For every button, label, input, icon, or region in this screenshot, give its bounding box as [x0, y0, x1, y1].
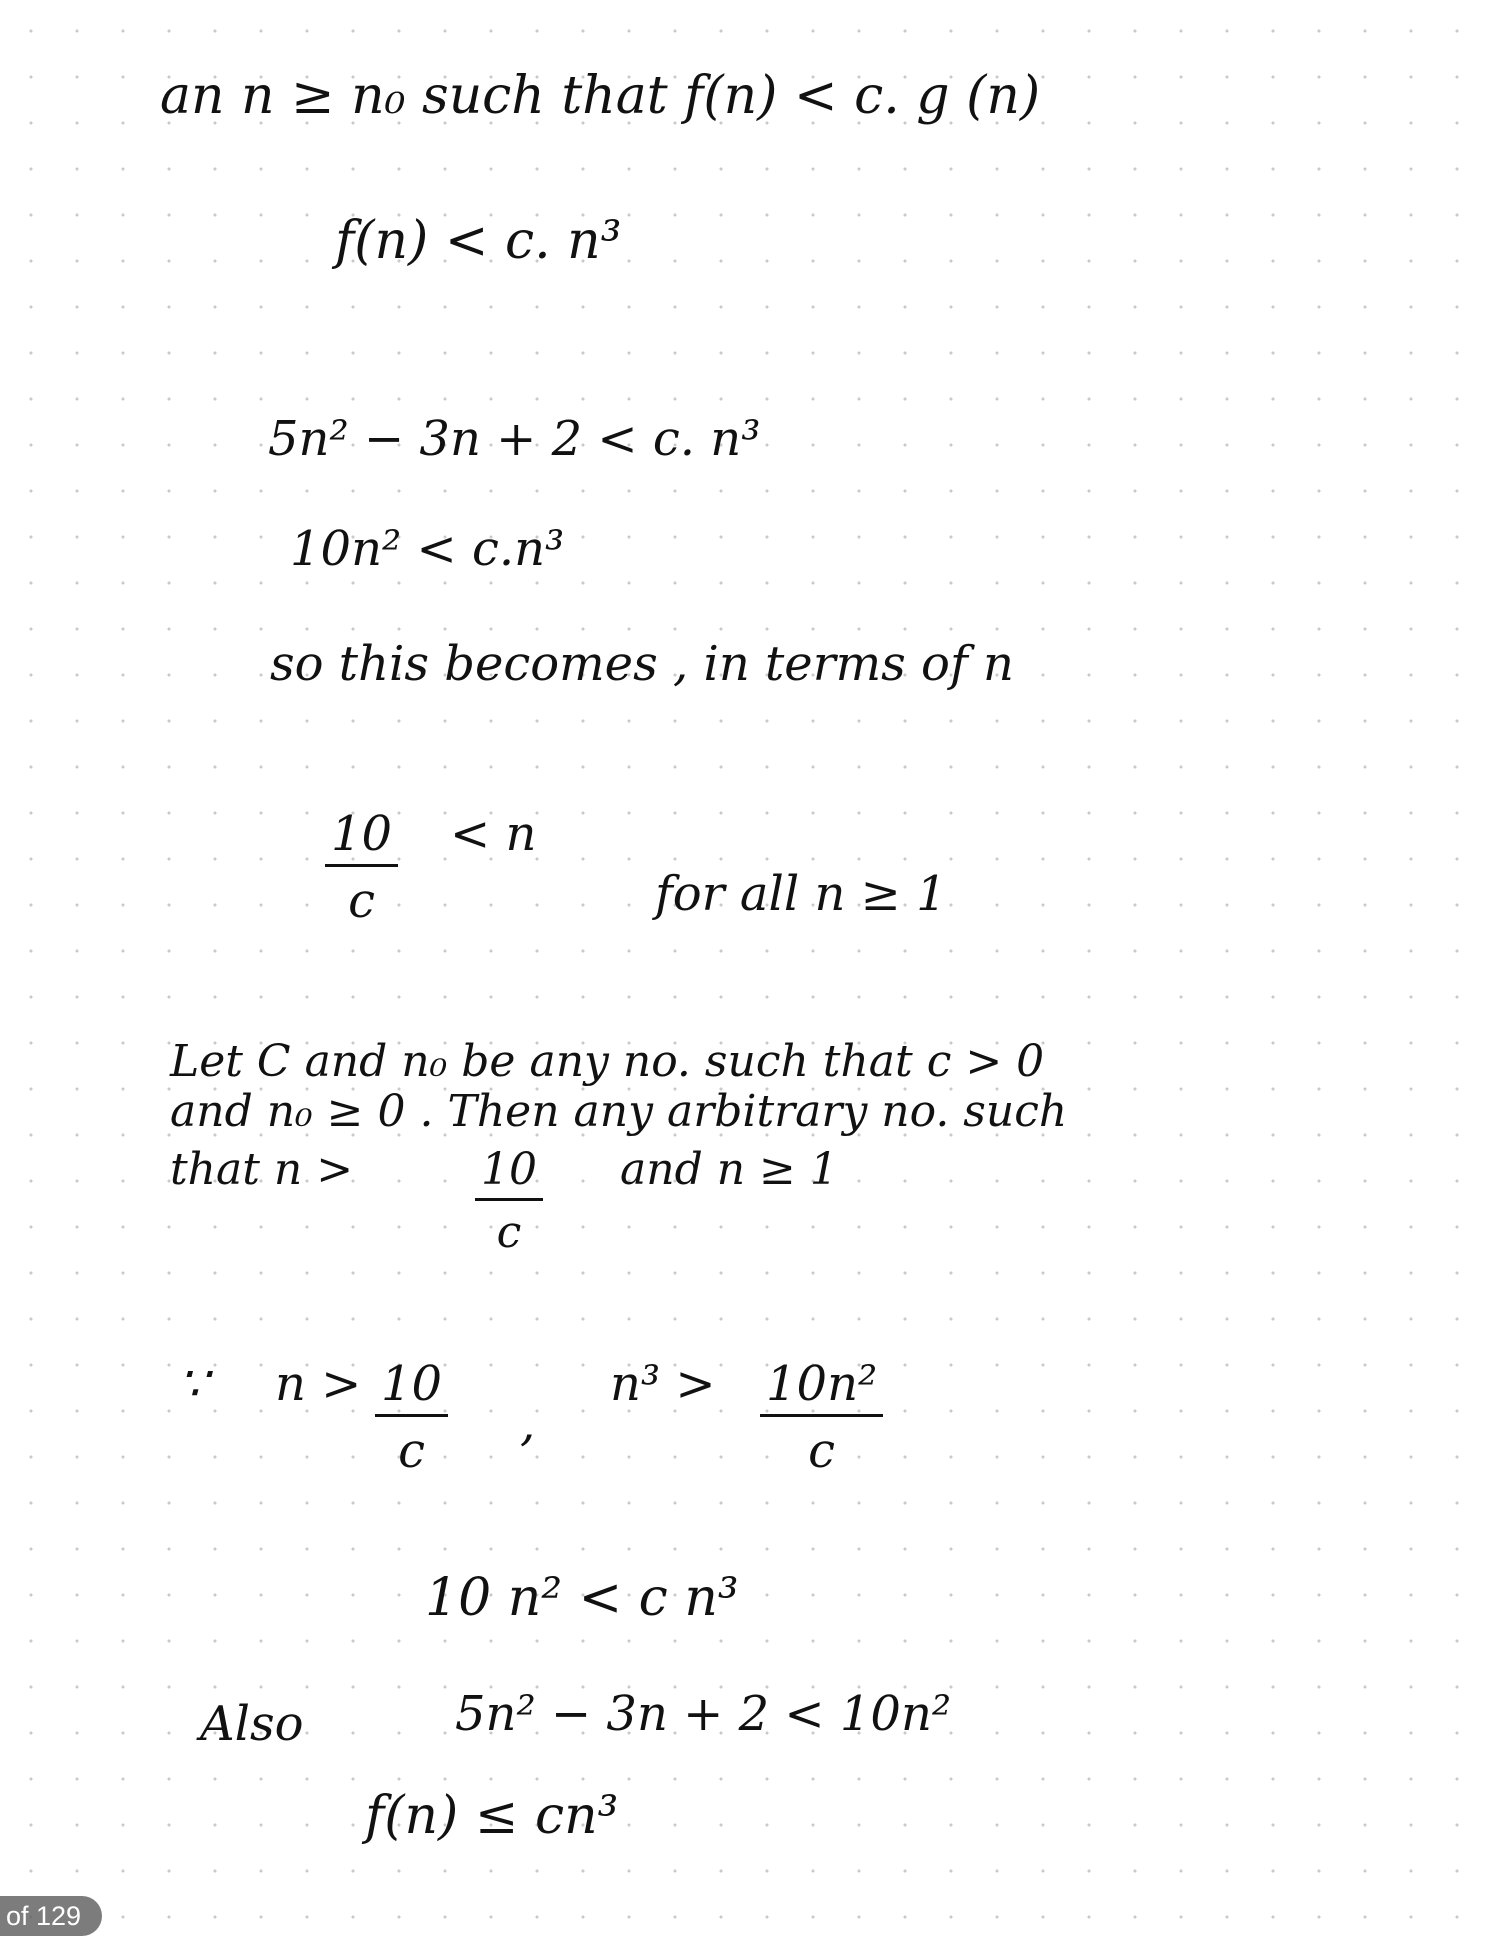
- fraction-denominator: c: [808, 1423, 836, 1479]
- line-let-c-and-n0: Let C and n₀ be any no. such that c > 0: [170, 1036, 1045, 1087]
- line-10n2-less-cn3: 10 n² < c n³: [425, 1568, 739, 1628]
- line-less-than-n: < n: [450, 806, 537, 862]
- fraction-10n2-over-c: [760, 1356, 883, 1479]
- line-polynomial-inequality: 5n² − 3n + 2 < c. n³: [268, 411, 761, 467]
- line-so-this-becomes: so this becomes , in terms of n: [270, 636, 1014, 692]
- fraction-denominator: c: [348, 873, 375, 929]
- line-polynomial-less-10n2: 5n² − 3n + 2 < 10n²: [455, 1686, 952, 1742]
- line-also: Also: [200, 1696, 304, 1752]
- line-10n2-inequality: 10n² < c.n³: [290, 521, 565, 577]
- line-fn-leq-cn3: f(n) ≤ cn³: [365, 1786, 619, 1846]
- fraction-numerator: 10: [325, 810, 398, 867]
- line-and-n-geq-1: and n ≥ 1: [620, 1144, 838, 1195]
- line-and-n0-then: and n₀ ≥ 0 . Then any arbitrary no. such: [170, 1086, 1068, 1137]
- fraction-10-over-c-2: [475, 1144, 543, 1258]
- fraction-10-over-c-3: [375, 1356, 448, 1479]
- line-n-greater: n >: [275, 1356, 362, 1412]
- fraction-numerator: 10: [475, 1148, 543, 1201]
- line-condition: an n ≥ n₀ such that f(n) < c. g (n): [160, 66, 1041, 126]
- line-fn-less-cn3: f(n) < c. n³: [335, 211, 622, 271]
- fraction-numerator: 10: [375, 1360, 448, 1417]
- fraction-numerator: 10n²: [760, 1360, 883, 1417]
- fraction-denominator: c: [496, 1207, 522, 1258]
- line-n3-greater: n³ >: [610, 1356, 716, 1412]
- fraction-10-over-c: [325, 806, 398, 929]
- fraction-denominator: c: [398, 1423, 425, 1479]
- line-for-all-n: for all n ≥ 1: [655, 866, 947, 922]
- line-that-n-greater: that n >: [170, 1144, 354, 1195]
- because-symbol: ∵: [178, 1356, 209, 1412]
- page-indicator-badge: of 129: [0, 1896, 102, 1936]
- comma: ,: [520, 1396, 536, 1452]
